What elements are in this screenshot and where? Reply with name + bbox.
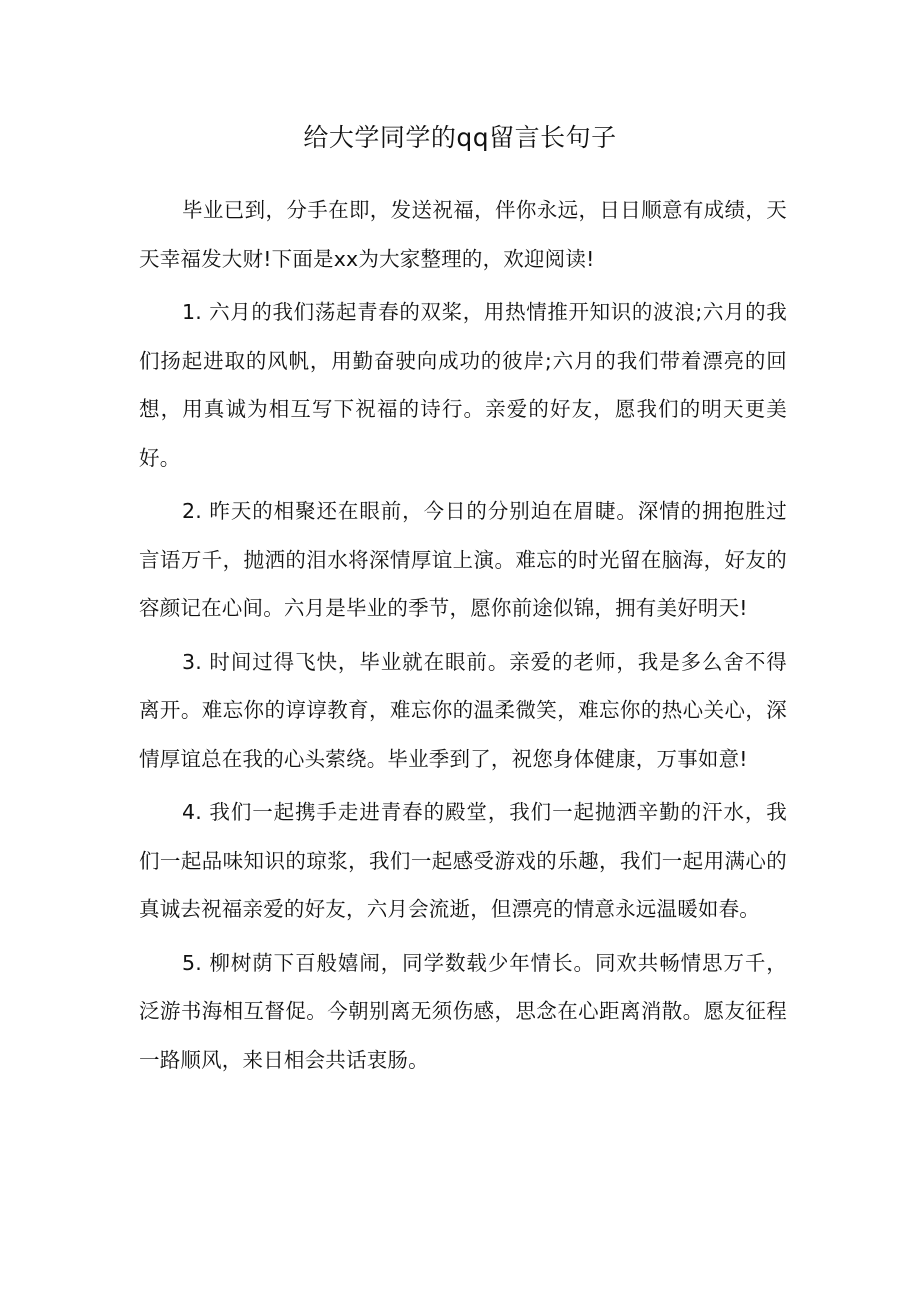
- message-paragraph-3: 3. 时间过得飞快，毕业就在眼前。亲爱的老师，我是多么舍不得离开。难忘你的谆谆教育，难忘你的温柔微笑，难忘你的热心关心，深情厚谊总在我的心头萦绕。毕业季到了，祝您身体健康，万事如意!: [139, 649, 787, 771]
- document-body: [139, 186, 787, 1089]
- message-paragraph-4: 4. 我们一起携手走进青春的殿堂，我们一起抛洒辛勤的汗水，我们一起品味知识的琼浆，我们一起感受游戏的乐趣，我们一起用满心的真诚去祝福亲爱的好友，六月会流逝，但漂亮的情意永远温暖如春。: [139, 800, 787, 921]
- message-paragraph-5: 5. 柳树荫下百般嬉闹，同学数载少年情长。同欢共畅情思万千，泛游书海相互督促。今朝别离无须伤感，思念在心距离消散。愿友征程一路顺风，来日相会共话衷肠。: [139, 950, 787, 1072]
- intro-paragraph: 毕业已到，分手在即，发送祝福，伴你永远，日日顺意有成绩，天天幸福发大财!下面是xx为大家整理的，欢迎阅读!: [139, 198, 787, 271]
- message-paragraph-1: 1. 六月的我们荡起青春的双桨，用热情推开知识的波浪;六月的我们扬起进取的风帆，用勤奋驶向成功的彼岸;六月的我们带着漂亮的回想，用真诚为相互写下祝福的诗行。亲爱的好友，愿我们的明天更美好。: [139, 300, 787, 470]
- page-title: 给大学同学的qq留言长句子: [303, 123, 617, 152]
- message-paragraph-2: 2. 昨天的相聚还在眼前，今日的分别迫在眉睫。深情的拥抱胜过言语万千，抛洒的泪水将深情厚谊上演。难忘的时光留在脑海，好友的容颜记在心间。六月是毕业的季节，愿你前途似锦，拥有美好明天!: [139, 499, 787, 620]
